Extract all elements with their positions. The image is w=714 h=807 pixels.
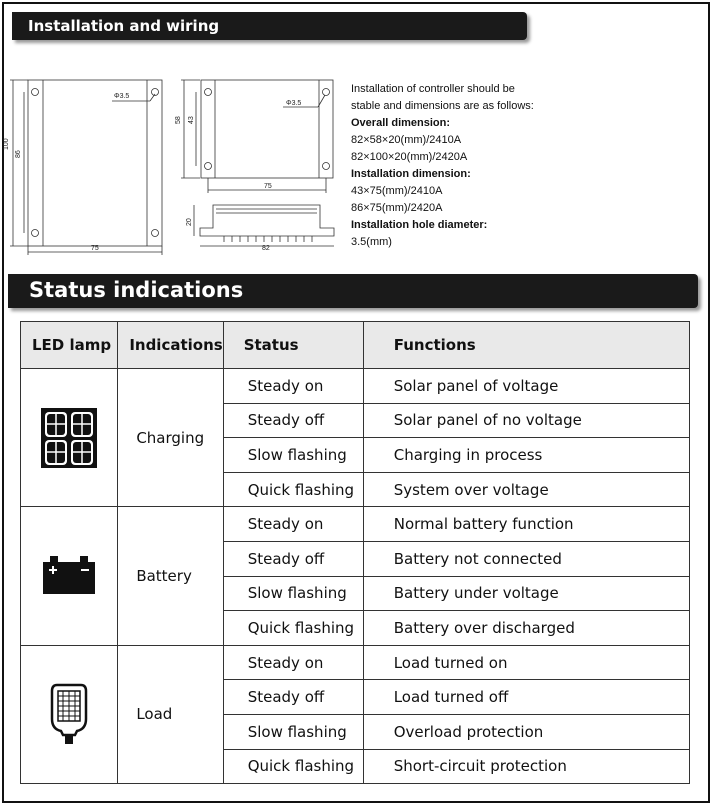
installation-dimension-value: 86×75(mm)/2420A: [351, 202, 443, 214]
function-cell: Battery under voltage: [363, 576, 689, 611]
function-cell: Battery not connected: [363, 541, 689, 576]
dim-label-phi-b: Φ3.5: [286, 100, 302, 107]
led-lamp-cell-battery: [21, 507, 118, 645]
controller-front-outline-large: [28, 80, 162, 246]
table-row: [21, 369, 690, 404]
overall-dimension-value: 82×58×20(mm)/2410A: [351, 134, 462, 146]
overall-dimension-heading: Overall dimension:: [351, 117, 451, 129]
overall-dimension-value: 82×100×20(mm)/2420A: [351, 151, 468, 163]
led-lamp-cell-charging: [21, 369, 118, 507]
dim-label-75a: 75: [91, 245, 99, 252]
hole-diameter-value: 3.5(mm): [351, 236, 392, 248]
status-cell: Quick flashing: [223, 611, 363, 646]
table-header-row: [21, 322, 690, 369]
status-cell: Steady off: [223, 680, 363, 715]
header-status: Status: [223, 322, 363, 369]
function-cell: Battery over discharged: [363, 611, 689, 646]
status-section-title: Status indications: [8, 274, 698, 308]
dim-label-75b: 75: [264, 183, 272, 190]
function-cell: Load turned off: [363, 680, 689, 715]
status-cell: Quick flashing: [223, 472, 363, 507]
dim-label-43: 43: [188, 116, 195, 124]
dim-label-58: 58: [175, 116, 182, 124]
spec-intro-line: stable and dimensions are as follows:: [351, 100, 534, 112]
controller-side-profile: [200, 205, 334, 236]
installation-spec-text: [351, 81, 611, 251]
function-cell: Solar panel of voltage: [363, 369, 689, 404]
status-cell: Quick flashing: [223, 749, 363, 784]
status-cell: Steady off: [223, 541, 363, 576]
header-indications: Indications: [118, 322, 223, 369]
dim-label-82: 82: [262, 245, 270, 252]
status-table: [20, 321, 690, 784]
status-cell: Slow flashing: [223, 438, 363, 473]
table-row: [21, 645, 690, 680]
function-cell: Short-circuit protection: [363, 749, 689, 784]
status-cell: Slow flashing: [223, 576, 363, 611]
status-cell: Steady off: [223, 403, 363, 438]
function-cell: Charging in process: [363, 438, 689, 473]
status-cell: Steady on: [223, 369, 363, 404]
dim-label-86: 86: [15, 150, 22, 158]
table-row: [21, 507, 690, 542]
solar-panel-icon: [40, 407, 98, 469]
dim-label-20: 20: [186, 218, 193, 226]
status-cell: Slow flashing: [223, 714, 363, 749]
function-cell: System over voltage: [363, 472, 689, 507]
spec-intro-line: Installation of controller should be: [351, 83, 515, 95]
function-cell: Overload protection: [363, 714, 689, 749]
battery-icon: [42, 556, 96, 596]
installation-dimension-heading: Installation dimension:: [351, 168, 471, 180]
hole-diameter-heading: Installation hole diameter:: [351, 219, 488, 231]
dim-label-100: 100: [3, 138, 10, 150]
dimension-diagrams: [0, 60, 350, 260]
function-cell: Solar panel of no voltage: [363, 403, 689, 438]
led-lamp-cell-load: [21, 645, 118, 783]
function-cell: Normal battery function: [363, 507, 689, 542]
installation-section-title: Installation and wiring: [12, 12, 527, 40]
dim-label-phi-a: Φ3.5: [114, 93, 130, 100]
street-lamp-icon: [49, 683, 89, 745]
indication-charging: Charging: [118, 369, 223, 507]
function-cell: Load turned on: [363, 645, 689, 680]
installation-dimension-value: 43×75(mm)/2410A: [351, 185, 443, 197]
status-cell: Steady on: [223, 645, 363, 680]
status-cell: Steady on: [223, 507, 363, 542]
header-led-lamp: LED lamp: [21, 322, 118, 369]
controller-front-outline-small: [201, 80, 333, 178]
indication-battery: Battery: [118, 507, 223, 645]
indication-load: Load: [118, 645, 223, 783]
header-functions: Functions: [363, 322, 689, 369]
